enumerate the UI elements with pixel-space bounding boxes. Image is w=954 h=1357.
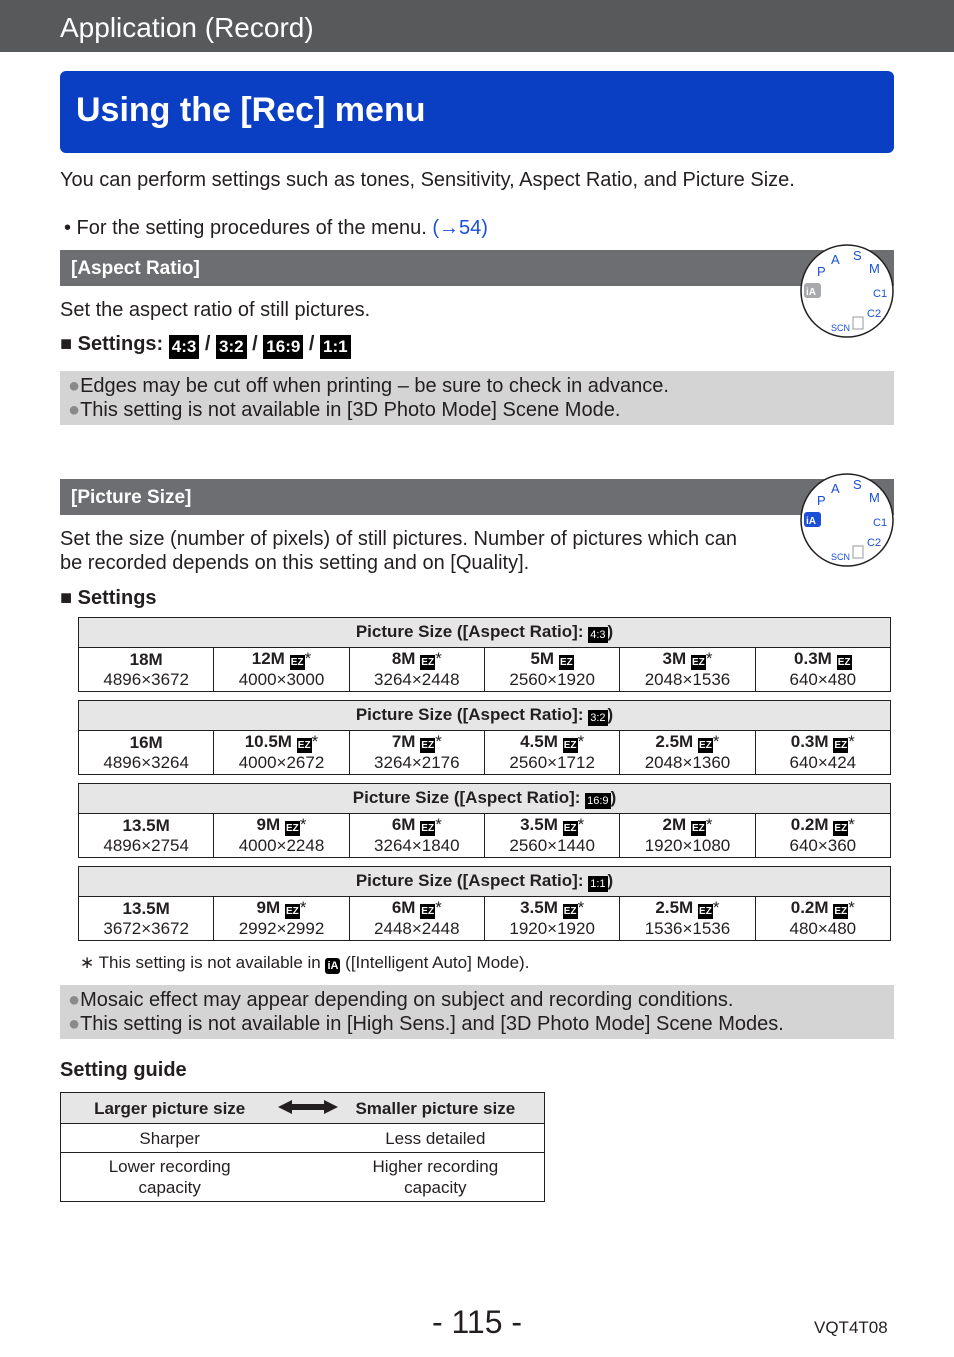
resolution-label: 4896×3264 (103, 752, 189, 772)
picture-size-cell (349, 897, 484, 941)
double-arrow-icon (278, 1093, 326, 1124)
section-header-bar (0, 0, 954, 52)
dial-letter-m: M (869, 261, 880, 276)
picture-size-cell (214, 814, 349, 858)
dial-letter-a: A (831, 252, 840, 267)
table-title: Picture Size ([Aspect Ratio]: 16:9 ) (79, 784, 891, 814)
extended-zoom-icon: EZ (297, 740, 311, 751)
size-label: 12M (251, 649, 285, 668)
dial-letter-s: S (853, 477, 862, 492)
extended-zoom-icon: EZ (837, 657, 851, 668)
picture-size-cell (484, 648, 619, 692)
picture-size-settings-label: ■ Settings (60, 587, 157, 609)
resolution-label: 3264×1840 (374, 836, 460, 855)
extended-zoom-icon: EZ (834, 823, 848, 834)
table-title: Picture Size ([Aspect Ratio]: 4:3 ) (79, 618, 891, 648)
picture-size-cell (349, 814, 484, 858)
table-title: Picture Size ([Aspect Ratio]: 1:1 ) (79, 867, 891, 897)
asterisk-mark: * (311, 732, 319, 751)
picture-size-heading-bar (60, 479, 894, 515)
picture-size-cell (214, 648, 349, 692)
guide-row (61, 1124, 545, 1153)
dial-letter-c1: C1 (873, 288, 888, 300)
description-line: be recorded depends on this setting and on [Quality]. (60, 552, 530, 574)
size-label: 2.5M (655, 732, 694, 751)
size-label: 10.5M (244, 732, 292, 751)
aspect-ratio-icon: 3:2 (590, 712, 606, 724)
asterisk-mark: * (712, 732, 720, 751)
picture-size-cell (79, 648, 214, 692)
size-label: 2.5M (655, 898, 694, 917)
extended-zoom-icon: EZ (834, 906, 848, 917)
note-item: ●Mosaic effect may appear depending on subject and recording conditions. (68, 989, 734, 1011)
size-label: 3M (662, 649, 687, 668)
asterisk-mark: * (705, 649, 713, 668)
resolution-label: 4000×3000 (238, 670, 325, 689)
note-item: ●Edges may be cut off when printing – be sure to check in advance. (68, 375, 669, 397)
resolution-label: 2560×1712 (509, 753, 595, 772)
resolution-label: 2560×1440 (509, 836, 595, 855)
picture-size-table (78, 700, 891, 775)
guide-cell-right: Less detailed (327, 1124, 545, 1153)
resolution-label: 2448×2448 (374, 919, 460, 938)
aspect-4-3-icon: 4:3 (169, 335, 200, 359)
picture-size-cell (79, 814, 214, 858)
size-label: 0.2M (790, 898, 829, 917)
size-label: 18M (129, 649, 163, 669)
dial-letter-a: A (831, 481, 840, 496)
extended-zoom-icon: EZ (563, 823, 577, 834)
note-item: ●This setting is not available in [3D Photo Mode] Scene Mode. (68, 399, 621, 421)
aspect-ratio-description: Set the aspect ratio of still pictures. (60, 299, 371, 321)
table-row (79, 814, 891, 858)
asterisk-mark: * (299, 815, 307, 834)
guide-row (61, 1153, 545, 1202)
extended-zoom-icon: EZ (834, 740, 848, 751)
picture-size-cell (755, 814, 890, 858)
guide-header-left: Larger picture size (61, 1093, 279, 1124)
guide-cell-left: Lower recording capacity (61, 1153, 279, 1202)
intro-text: You can perform settings such as tones, Sensitivity, Aspect Ratio, and Picture Size. (60, 169, 795, 191)
aspect-ratio-notes (60, 371, 894, 425)
guide-header-right: Smaller picture size (327, 1093, 545, 1124)
square-bullet: ■ (60, 587, 78, 609)
intelligent-auto-icon: iA (327, 960, 339, 972)
picture-size-cell (484, 814, 619, 858)
asterisk-mark: * (848, 898, 855, 917)
page-title-box (60, 71, 894, 153)
size-label: 13.5M (122, 815, 170, 835)
resolution-label: 2048×1536 (644, 670, 731, 689)
size-label: 9M (256, 898, 281, 917)
procedure-note (64, 216, 488, 240)
aspect-1-1-icon: 1:1 (320, 335, 351, 359)
resolution-label: 4896×2754 (103, 835, 189, 855)
picture-size-cell (79, 897, 214, 941)
extended-zoom-icon: EZ (691, 823, 705, 834)
document-code: VQT4T08 (814, 1318, 888, 1337)
picture-size-footnote: ∗ This setting is not available in iA ([Intelligent Auto] Mode). (80, 953, 530, 972)
extended-zoom-icon: EZ (285, 823, 299, 834)
asterisk-mark: * (577, 732, 585, 751)
picture-size-cell (214, 731, 349, 775)
settings-label: Settings: (77, 333, 164, 355)
section-title: Application (Record) (60, 12, 314, 43)
size-label: 8M (391, 649, 416, 668)
size-label: 5M (530, 649, 555, 668)
extended-zoom-icon: EZ (285, 906, 299, 917)
resolution-label: 2048×1360 (644, 753, 731, 772)
asterisk-mark: * (299, 898, 307, 917)
size-label: 6M (391, 898, 416, 917)
picture-size-cell (620, 897, 755, 941)
procedure-text: • For the setting procedures of the menu. (64, 217, 427, 239)
size-label: 7M (391, 732, 416, 751)
extended-zoom-icon: EZ (421, 657, 435, 668)
mode-dial-icon (799, 243, 895, 339)
bullet-dot-icon: ● (68, 1013, 81, 1035)
resolution-label: 480×480 (789, 919, 857, 938)
mode-dial-icon (799, 472, 895, 568)
aspect-ratio-settings (60, 332, 351, 359)
table-title: Picture Size ([Aspect Ratio]: 3:2 ) (79, 701, 891, 731)
resolution-label: 640×360 (789, 836, 857, 855)
asterisk-mark: * (435, 815, 442, 834)
resolution-label: 3264×2176 (374, 753, 460, 772)
size-label: 16M (129, 732, 163, 752)
setting-guide-heading: Setting guide (60, 1059, 187, 1081)
aspect-ratio-heading: [Aspect Ratio] (71, 258, 200, 279)
dial-letter-c2: C2 (867, 308, 882, 320)
extended-zoom-icon: EZ (421, 906, 435, 917)
asterisk-mark: * (577, 898, 585, 917)
size-label: 0.3M (794, 649, 832, 668)
asterisk-mark: * (705, 815, 713, 834)
picture-size-table (78, 617, 891, 692)
square-bullet: ■ (60, 333, 78, 355)
aspect-ratio-icon: 1:1 (590, 878, 606, 890)
extended-zoom-icon: EZ (290, 657, 304, 668)
picture-size-cell (620, 648, 755, 692)
size-label: 0.2M (790, 815, 829, 834)
bullet-dot-icon: ● (68, 399, 81, 421)
bullet-dot-icon: ● (68, 989, 81, 1011)
dial-letter-m: M (869, 490, 880, 505)
size-label: 4.5M (520, 732, 558, 751)
table-row (79, 897, 891, 941)
size-label: 6M (391, 815, 416, 834)
picture-size-table (78, 866, 891, 941)
picture-size-cell (755, 648, 890, 692)
aspect-ratio-icon: 4:3 (590, 629, 606, 641)
size-label: 3.5M (520, 815, 558, 834)
picture-size-cell (755, 897, 890, 941)
resolution-label: 2992×2992 (238, 919, 325, 938)
procedure-link[interactable]: (→54) (432, 217, 488, 239)
resolution-label: 4896×3672 (103, 669, 189, 689)
dial-ia-label: iA (806, 516, 816, 527)
size-label: 9M (256, 815, 281, 834)
guide-cell-right: Higher recording capacity (327, 1153, 545, 1202)
picture-size-cell (79, 731, 214, 775)
resolution-label: 3264×2448 (374, 670, 460, 689)
resolution-label: 640×480 (789, 670, 857, 689)
extended-zoom-icon: EZ (563, 906, 577, 917)
aspect-ratio-icon: 16:9 (587, 795, 609, 807)
dial-letter-s: S (853, 248, 862, 263)
option-separator: / (252, 333, 258, 355)
note-item: ●This setting is not available in [High Sens.] and [3D Photo Mode] Scene Modes. (68, 1013, 784, 1035)
picture-size-description (60, 527, 737, 575)
option-separator: / (204, 333, 211, 355)
picture-size-cell (484, 731, 619, 775)
dial-letter-p: P (817, 493, 826, 508)
asterisk-mark: * (304, 649, 312, 668)
size-label: 3.5M (520, 898, 558, 917)
asterisk-mark: * (435, 649, 442, 668)
dial-ia-label: iA (806, 287, 816, 298)
option-separator: / (308, 333, 315, 355)
resolution-label: 1920×1920 (509, 919, 595, 938)
picture-size-table (78, 783, 891, 858)
picture-size-cell (349, 648, 484, 692)
asterisk-mark: * (577, 815, 585, 834)
picture-size-cell (349, 731, 484, 775)
guide-cell-left: Sharper (61, 1124, 279, 1153)
size-label: 0.3M (790, 732, 829, 751)
dial-letter-c2: C2 (867, 537, 882, 549)
asterisk-mark: * (712, 898, 720, 917)
aspect-16-9-icon: 16:9 (263, 335, 303, 359)
resolution-label: 4000×2248 (238, 836, 325, 855)
picture-size-cell (484, 897, 619, 941)
picture-size-notes (60, 985, 894, 1039)
resolution-label: 1920×1080 (644, 836, 731, 855)
extended-zoom-icon: EZ (559, 657, 573, 668)
extended-zoom-icon: EZ (563, 740, 577, 751)
extended-zoom-icon: EZ (699, 906, 712, 917)
extended-zoom-icon: EZ (699, 740, 712, 751)
size-label: 2M (662, 815, 687, 834)
dial-letter-scn: SCN (831, 323, 851, 333)
picture-size-cell (620, 731, 755, 775)
extended-zoom-icon: EZ (421, 740, 435, 751)
bullet-dot-icon: ● (68, 375, 81, 397)
asterisk-mark: * (435, 898, 442, 917)
picture-size-cell (755, 731, 890, 775)
setting-guide-table (60, 1092, 545, 1202)
resolution-label: 3672×3672 (103, 918, 189, 938)
extended-zoom-icon: EZ (421, 823, 435, 834)
extended-zoom-icon: EZ (691, 657, 705, 668)
dial-letter-c1: C1 (873, 517, 888, 529)
asterisk-mark: * (435, 732, 442, 751)
description-line: Set the size (number of pixels) of still pictures. Number of pictures which can (60, 528, 737, 550)
page-number: - 115 - (431, 1304, 523, 1340)
page-title: Using the [Rec] menu (76, 91, 426, 129)
aspect-3-2-icon: 3:2 (216, 335, 247, 359)
picture-size-cell (214, 897, 349, 941)
asterisk-mark: * (848, 732, 855, 751)
asterisk-mark: * (848, 815, 855, 834)
resolution-label: 2560×1920 (509, 670, 595, 689)
resolution-label: 4000×2672 (238, 753, 325, 772)
table-row (79, 731, 891, 775)
picture-size-cell (620, 814, 755, 858)
resolution-label: 640×424 (789, 753, 857, 772)
aspect-ratio-heading-bar (60, 250, 894, 286)
guide-header-row (61, 1093, 545, 1124)
table-row (79, 648, 891, 692)
dial-letter-scn: SCN (831, 552, 851, 562)
resolution-label: 1536×1536 (644, 919, 731, 938)
picture-size-heading: [Picture Size] (71, 487, 192, 508)
dial-letter-p: P (817, 264, 826, 279)
size-label: 13.5M (122, 898, 170, 918)
